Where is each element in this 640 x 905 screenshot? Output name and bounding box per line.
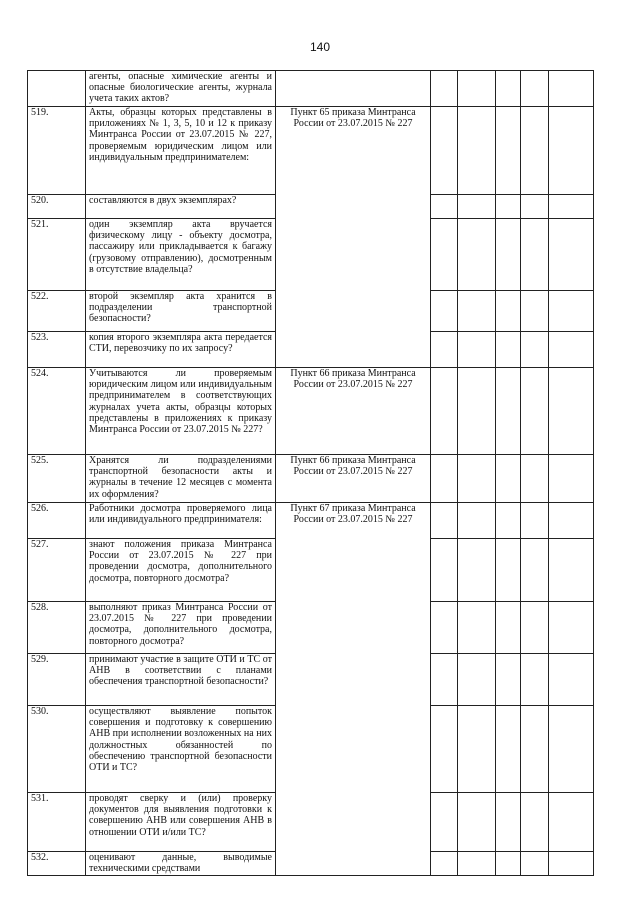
question-text: выполняют приказ Минтранса России от 23.07.2015 № 227 при проведении досмотра, дополнительного досмотра, повторного досмотра? (86, 602, 276, 654)
table-row (28, 368, 594, 455)
answer-cell (521, 71, 549, 107)
answer-cell (431, 455, 458, 503)
answer-cell (431, 654, 458, 706)
question-text: осуществляют выявление попыток совершения и подготовку к совершению АНВ при исполнении возложенных на них должностных обязанностей по обеспечению транспортной безопасности ОТИ и ТС? (86, 706, 276, 793)
answer-cell (496, 107, 521, 195)
question-text: второй экземпляр акта хранится в подразделении транспортной безопасности? (86, 291, 276, 332)
question-text: принимают участие в защите ОТИ и ТС от АНВ в соответствии с планами обеспечения транспортной безопасности? (86, 654, 276, 706)
answer-cell (431, 852, 458, 876)
question-text: агенты, опасные химические агенты и опасные биологические агенты, журнала учета таких актов? (86, 71, 276, 107)
answer-cell (431, 793, 458, 852)
answer-cell (549, 503, 594, 539)
reference-cell (276, 368, 431, 455)
table-row (28, 503, 594, 539)
answer-cell (496, 602, 521, 654)
answer-cell (496, 71, 521, 107)
answer-cell (521, 368, 549, 455)
question-text: копия второго экземпляра акта передается СТИ, перевозчику по их запросу? (86, 332, 276, 368)
answer-cell (549, 539, 594, 602)
answer-cell (521, 219, 549, 291)
answer-cell (496, 332, 521, 368)
answer-cell (521, 107, 549, 195)
question-text: оценивают данные, выводимые техническими средствами (86, 852, 276, 876)
answer-cell (431, 219, 458, 291)
reference-text: Пункт 66 приказа Минтранса России от 23.07.2015 № 227 (290, 455, 416, 478)
question-text: Акты, образцы которых представлены в приложениях № 1, 3, 5, 10 и 12 к приказу Минтранса России от 23.07.2015 № 227, проверяемым юридическим лицом или индивидуальным предпринимателем: (86, 107, 276, 195)
answer-cell (521, 706, 549, 793)
answer-cell (458, 71, 496, 107)
row-number: 527. (28, 539, 86, 602)
answer-cell (431, 503, 458, 539)
table-row (28, 71, 594, 107)
answer-cell (521, 539, 549, 602)
row-number: 523. (28, 332, 86, 368)
answer-cell (521, 195, 549, 219)
answer-cell (458, 107, 496, 195)
answer-cell (496, 706, 521, 793)
answer-cell (521, 654, 549, 706)
answer-cell (458, 503, 496, 539)
question-text: один экземпляр акта вручается физическому лицу - объекту досмотра, пассажиру или прикладывается к багажу (грузовому отправлению), досмотренным в отсутствие владельца? (86, 219, 276, 291)
answer-cell (549, 291, 594, 332)
row-number: 528. (28, 602, 86, 654)
answer-cell (496, 852, 521, 876)
answer-cell (431, 368, 458, 455)
answer-cell (496, 219, 521, 291)
page-number: 140 (309, 40, 331, 54)
answer-cell (521, 291, 549, 332)
answer-cell (549, 71, 594, 107)
row-number: 530. (28, 706, 86, 793)
answer-cell (549, 195, 594, 219)
answer-cell (458, 793, 496, 852)
answer-cell (496, 455, 521, 503)
reference-cell (276, 107, 431, 368)
answer-cell (521, 503, 549, 539)
reference-text: Пункт 66 приказа Минтранса России от 23.07.2015 № 227 (290, 368, 416, 391)
answer-cell (431, 107, 458, 195)
answer-cell (431, 539, 458, 602)
answer-cell (496, 654, 521, 706)
answer-cell (431, 291, 458, 332)
answer-cell (549, 368, 594, 455)
answer-cell (458, 219, 496, 291)
row-number: 526. (28, 503, 86, 539)
checklist-table (27, 70, 594, 876)
row-number: 532. (28, 852, 86, 876)
answer-cell (496, 368, 521, 455)
table-row (28, 107, 594, 195)
reference-text: Пункт 67 приказа Минтранса России от 23.07.2015 № 227 (290, 503, 416, 526)
answer-cell (521, 455, 549, 503)
answer-cell (458, 852, 496, 876)
question-text: Хранятся ли подразделениями транспортной безопасности акты и журналы в течение 12 месяцев с момента их оформления? (86, 455, 276, 503)
answer-cell (458, 455, 496, 503)
answer-cell (431, 332, 458, 368)
row-number: 531. (28, 793, 86, 852)
answer-cell (431, 195, 458, 219)
answer-cell (521, 602, 549, 654)
reference-cell (276, 71, 431, 107)
answer-cell (431, 602, 458, 654)
row-number: 522. (28, 291, 86, 332)
reference-cell (276, 503, 431, 876)
answer-cell (549, 219, 594, 291)
row-number: 529. (28, 654, 86, 706)
answer-cell (458, 332, 496, 368)
row-number: 519. (28, 107, 86, 195)
answer-cell (458, 654, 496, 706)
answer-cell (549, 107, 594, 195)
reference-cell (276, 455, 431, 503)
answer-cell (458, 602, 496, 654)
answer-cell (431, 706, 458, 793)
answer-cell (549, 332, 594, 368)
answer-cell (521, 793, 549, 852)
answer-cell (496, 195, 521, 219)
question-text: Работники досмотра проверяемого лица или индивидуального предпринимателя: (86, 503, 276, 539)
reference-text: Пункт 65 приказа Минтранса России от 23.07.2015 № 227 (290, 107, 416, 130)
answer-cell (549, 654, 594, 706)
question-text: составляются в двух экземплярах? (86, 195, 276, 219)
answer-cell (549, 852, 594, 876)
answer-cell (496, 503, 521, 539)
answer-cell (496, 793, 521, 852)
answer-cell (549, 793, 594, 852)
answer-cell (458, 706, 496, 793)
answer-cell (521, 332, 549, 368)
question-text: Учитываются ли проверяемым юридическим лицом или индивидуальным предпринимателем в соответствующих журналах учета акты, образцы которых представлены в приложениях к приказу Минтранса России от 23.07.2015 № 227? (86, 368, 276, 455)
table-row (28, 455, 594, 503)
row-number: 520. (28, 195, 86, 219)
answer-cell (521, 852, 549, 876)
row-number: 524. (28, 368, 86, 455)
row-number: 521. (28, 219, 86, 291)
answer-cell (496, 291, 521, 332)
answer-cell (431, 71, 458, 107)
question-text: знают положения приказа Минтранса России от 23.07.2015 № 227 при проведении досмотра, дополнительного досмотра, повторного досмотра? (86, 539, 276, 602)
answer-cell (458, 539, 496, 602)
answer-cell (549, 706, 594, 793)
answer-cell (549, 455, 594, 503)
question-text: проводят сверку и (или) проверку документов для выявления подготовки к совершению АНВ или совершения АНВ в отношении ОТИ и/или ТС? (86, 793, 276, 852)
answer-cell (458, 195, 496, 219)
row-number (28, 71, 86, 107)
answer-cell (458, 368, 496, 455)
answer-cell (496, 539, 521, 602)
answer-cell (458, 291, 496, 332)
row-number: 525. (28, 455, 86, 503)
answer-cell (549, 602, 594, 654)
